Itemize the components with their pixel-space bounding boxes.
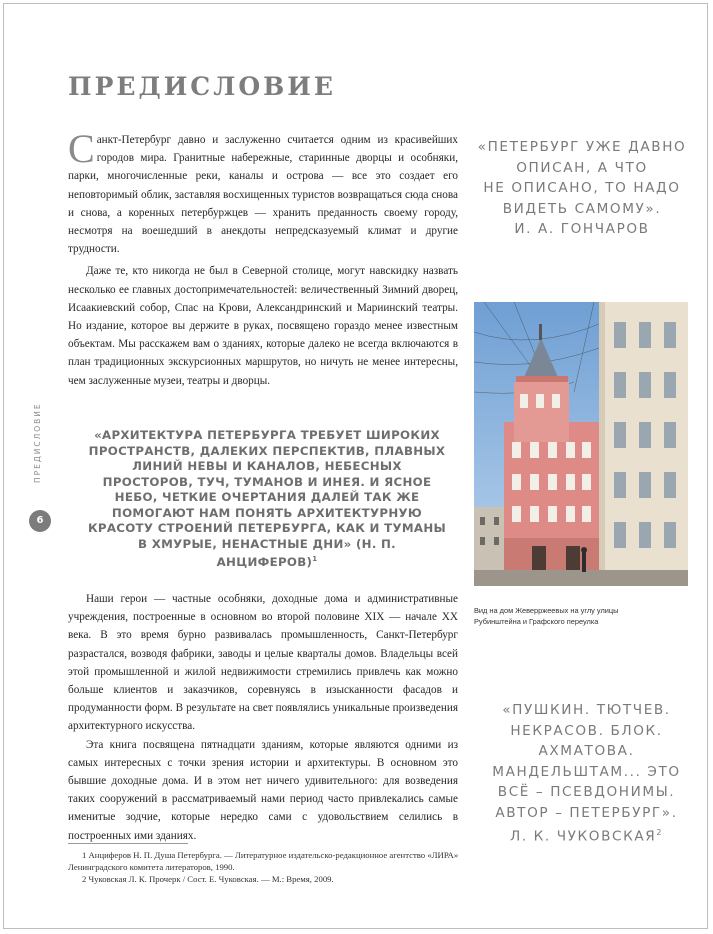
footnote-1: 1 Анциферов Н. П. Душа Петербурга. — Литературное издательско-редакционное агентство «ЛИРА» Ленинградского комитета литераторов, 1990. [68, 850, 459, 873]
intro-paragraph-1-text: анкт-Петербург давно и заслуженно считается одним из красивейших городов мира. Гранитные набережные, старинные дворцы и особняки, парки, многочисленные реки, каналы и острова — все это создает его неповторимый облик, заставляя восхищенных туристов возвращаться сюда снова и снова, а коренных петербуржцев — хранить преданность своему городу, несмотря на воешедший в анекдоты непредсказуемый климат и другие трудности. [68, 134, 458, 256]
page-heading: ПРЕДИСЛОВИЕ [68, 72, 336, 101]
side-quote-2-line: НЕКРАСОВ. БЛОК. [510, 722, 663, 739]
side-quote-1-line: НЕ ОПИСАНО, ТО НАДО [483, 180, 681, 196]
side-quote-2-line: АВТОР – ПЕТЕРБУРГ». [495, 804, 678, 821]
photo-caption [474, 606, 704, 628]
side-quote-2-line: ВСЁ – ПСЕВДОНИМЫ. [497, 784, 676, 800]
body-text [68, 590, 458, 845]
body-paragraph-2: Эта книга посвящена пятнадцати зданиям, которые являются одними из самых интересных с точки зрения истории и архитектуры. В основном это бывшие доходные дома. И в этом нет ничего удивительного: для возведения таких сооружений в рассматриваемый нами период часто привлекались самые именитые зодчие, которые нередко сами с удовольствием селились в построенных ими зданиях. [68, 738, 458, 842]
pull-quote-text: «АРХИТЕКТУРА ПЕТЕРБУРГА ТРЕБУЕТ ШИРОКИХ ПРОСТРАНСТВ, ДАЛЕКИХ ПЕРСПЕКТИВ, ПЛАВНЫХ ЛИНИЙ НЕВЫ И КАНАЛОВ, НЕБЕСНЫХ ПРОСТОРОВ, ТУЧ, ТУМАНОВ И ИНЕЯ. И ЯСНОЕ НЕБО, ЧЕТКИЕ ОЧЕРТАНИЯ ДАЛЕЙ ТАК ЖЕ ПОМОГАЮТ НАМ ПОНЯТЬ АРХИТЕКТУРНУЮ КРАСОТУ СТРОЕНИЙ ПЕТЕРБУРГА, КАК И ТУМАНЫ В ХМУРЫЕ, НЕНАСТНЫЕ ДНИ» (Н. П. АНЦИФЕРОВ) [87, 428, 447, 569]
side-quote-1-line: ОПИСАН, А ЧТО [516, 159, 648, 176]
page-number-badge: 6 [29, 510, 51, 532]
side-quote-2-line: «ПУШКИН. ТЮТЧЕВ. [502, 702, 671, 718]
drop-cap: С [68, 126, 95, 171]
footnote-divider [68, 843, 188, 844]
caption-line: Вид на дом Жеверржеевых на углу улицы [474, 606, 619, 615]
pull-quote [86, 428, 448, 570]
side-quote-2-footnote-mark: 2 [656, 828, 664, 837]
side-quote-chukovskaya [474, 700, 699, 847]
side-quote-2-attribution [474, 823, 699, 847]
footnote-2: 2 Чуковская Л. К. Прочерк / Сост. Е. Чуковская. — М.: Время, 2009. [82, 874, 334, 885]
side-quote-goncharov [472, 137, 692, 240]
footnotes [68, 849, 463, 886]
pull-quote-footnote-mark: 1 [312, 555, 318, 563]
building-photo [474, 302, 688, 586]
side-quote-1-line: ВИДЕТЬ САМОМУ». [502, 200, 662, 217]
intro-paragraph-2: Даже те, кто никогда не был в Северной столице, могут навскидку назвать несколько ее главных достопримечательностей: величественный Зимний дворец, Исаакиевский собор, Спас на Крови, Александринский и Мариинский театры. Но издание, которое вы держите в руках, посвящено гораздо менее известным объектам. Мы расскажем вам о зданиях, которые далеко не всегда включаются в план традиционных экскурсионных маршрутов, но ничуть не менее интересны, чем заслуженные музеи, театры и дворцы. [68, 265, 458, 387]
intro-paragraph-1 [68, 126, 458, 258]
intro-text [68, 126, 458, 390]
side-quote-1-line: И. А. ГОНЧАРОВ [514, 221, 650, 237]
side-quote-2-line: АХМАТОВА. [538, 743, 635, 759]
side-quote-2-author: Л. К. ЧУКОВСКАЯ [509, 828, 657, 845]
side-quote-1-line: «ПЕТЕРБУРГ УЖЕ ДАВНО [477, 139, 687, 155]
caption-line: Рубинштейна и Графского переулка [474, 616, 599, 626]
side-quote-2-line: МАНДЕЛЬШТАМ... ЭТО [492, 763, 681, 780]
body-paragraph-1: Наши герои — частные особняки, доходные дома и административные учреждения, построенные в основном во второй половине XIX — начале XX века. В это время бурно развивалась промышленность, Санкт-Петербург разрастался, возводя фабрики, заводы и целые кварталы домов. Владельцы всей этой промышленной и жилой недвижимости стремились привлечь как можно больше клиентов и заказчиков, соревнуясь в изысканности фасадов и продуманности форм. В результате на свет появлялись уникальные произведения архитектурного искусства. [68, 593, 458, 733]
running-section-label: ПРЕДИСЛОВИЕ [33, 402, 42, 484]
